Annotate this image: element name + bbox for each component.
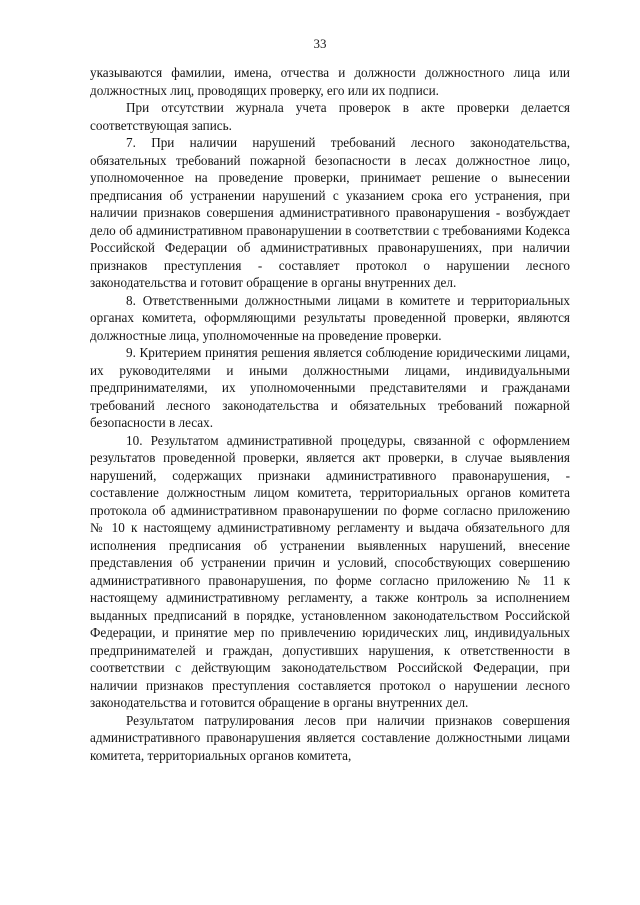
- document-body: [90, 64, 570, 764]
- paragraph-no-journal: При отсутствии журнала учета проверок в акте проверки делается соответствующая запись.: [90, 100, 570, 133]
- paragraph-item-9: 9. Критерием принятия решения является соблюдение юридическими лицами, их руководителями и иными должностными лицами, индивидуальными предпринимателями, их уполномоченными представителями и гражданами требований лесного законодательства и обязательных требований пожарной безопасности в лесах.: [90, 345, 570, 430]
- paragraph-item-8: 8. Ответственными должностными лицами в комитете и территориальных органах комитета, оформляющими результаты проведенной проверки, являются должностные лица, уполномоченные на проведение проверки.: [90, 292, 570, 343]
- paragraph-item-7: 7. При наличии нарушений требований лесного законодательства, обязательных требований пожарной безопасности в лесах должностное лицо, уполномоченное на проведение проверки, принимает решение о вынесении предписания об устранении нарушений с указанием срока его устранения, при наличии признаков совершения административного правонарушения - возбуждает дело об административном правонарушении в соответствии с требованиями Кодекса Российской Федерации об административных правонарушениях, при наличии признаков преступления - составляет протокол о нарушении лесного законодательства и готовит обращение в органы внутренних дел.: [90, 135, 570, 290]
- paragraph-signatures-continuation: указываются фамилии, имена, отчества и должности должностного лица или должностных лиц, проводящих проверку, его или их подписи.: [90, 65, 570, 98]
- paragraph-patrol-result: Результатом патрулирования лесов при наличии признаков совершения административного правонарушения является составление должностными лицами комитета, территориальных органов комитета,: [90, 712, 570, 763]
- paragraph-item-10: 10. Результатом административной процедуры, связанной с оформлением результатов проведенной проверки, является акт проверки, в случае выявления нарушений, содержащих признаки административного правонарушения, - составление должностным лицом комитета, территориальных органов комитета протокола об административном правонарушении по форме согласно приложению № 10 к настоящему административному регламенту и выдача обязательного для исполнения предписания об устранении выявленных нарушений, внесение представления об устранении причин и условий, способствующих совершению административного правонарушения, по форме согласно приложению № 11 к настоящему административному регламенту, а также контроль за исполнением выданных предписаний в порядке, установленном законодательством Российской Федерации, и принятие мер по привлечению юридических лиц, индивидуальных предпринимателей и граждан, допустивших нарушения, к ответственности в соответствии с действующим законодательством Российской Федерации, при наличии признаков преступления составляется протокол о нарушении лесного законодательства и готовится обращение в органы внутренних дел.: [90, 432, 570, 710]
- page-number: 33: [313, 36, 327, 51]
